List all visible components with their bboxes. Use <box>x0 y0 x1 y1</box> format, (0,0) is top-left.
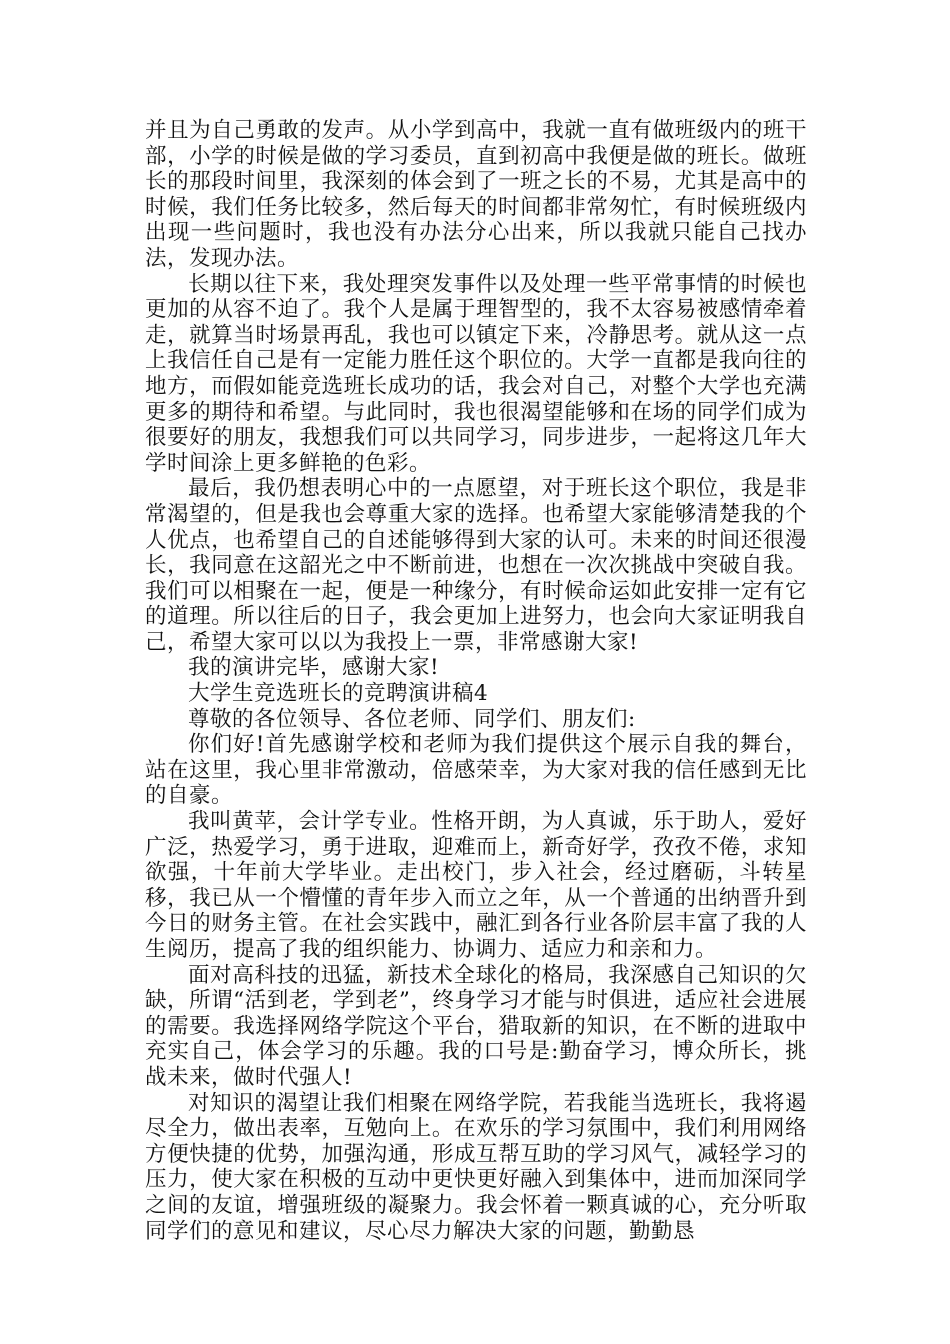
paragraph-7: 你们好!首先感谢学校和老师为我们提供这个展示自我的舞台，站在这里，我心里非常激动，倍感荣幸，为大家对我的信任感到无比的自豪。 <box>145 732 807 809</box>
document-body <box>145 118 807 1244</box>
paragraph-9: 面对高科技的迅猛，新技术全球化的格局，我深感自己知识的欠缺，所谓“活到老，学到老”，终身学习才能与时俱进，适应社会进展的需要。我选择网络学院这个平台，猎取新的知识，在不断的进取中充实自己，体会学习的乐趣。我的口号是:勤奋学习，博众所长，挑战未来，做时代强人! <box>145 962 807 1090</box>
paragraph-4: 我的演讲完毕，感谢大家! <box>188 655 440 681</box>
paragraph-1: 并且为自己勇敢的发声。从小学到高中，我就一直有做班级内的班干部，小学的时候是做的学习委员，直到初高中我便是做的班长。做班长的那段时间里，我深刻的体会到了一班之长的不易，尤其是高中的时候，我们任务比较多，然后每天的时间都非常匆忙，有时候班级内出现一些问题时，我也没有办法分心出来，所以我就只能自己找办法，发现办法。 <box>145 118 807 271</box>
salutation: 尊敬的各位领导、各位老师、同学们、朋友们: <box>188 706 636 732</box>
paragraph-2: 长期以往下来，我处理突发事件以及处理一些平常事情的时候也更加的从容不迫了。我个人是属于理智型的，我不太容易被感情牵着走，就算当时场景再乱，我也可以镇定下来，冷静思考。就从这一点上我信任自己是有一定能力胜任这个职位的。大学一直都是我向往的地方，而假如能竞选班长成功的话，我会对自己，对整个大学也充满更多的期待和希望。与此同时，我也很渴望能够和在场的同学们成为很要好的朋友，我想我们可以共同学习，同步进步，一起将这几年大学时间涂上更多鲜艳的色彩。 <box>145 271 807 476</box>
paragraph-10: 对知识的渴望让我们相聚在网络学院，若我能当选班长，我将遏尽全力，做出表率，互勉向上。在欢乐的学习氛围中，我们利用网络方便快捷的优势，加强沟通，形成互帮互助的学习风气，减轻学习的压力，使大家在积极的互动中更快更好融入到集体中，进而加深同学之间的友谊，增强班级的凝聚力。我会怀着一颗真诚的心，充分听取同学们的意见和建议，尽心尽力解决大家的问题，勤勤恳 <box>145 1090 807 1244</box>
section-title: 大学生竞选班长的竞聘演讲稿4 <box>188 681 489 707</box>
paragraph-8: 我叫黄苹，会计学专业。性格开朗，为人真诚，乐于助人，爱好广泛，热爱学习，勇于进取，迎难而上，新奇好学，孜孜不倦，求知欲强，十年前大学毕业。走出校门，步入社会，经过磨砺，斗转星移，我已从一个懵懂的青年步入而立之年，从一个普通的出纳晋升到今日的财务主管。在社会实践中，融汇到各行业各阶层丰富了我的人生阅历，提高了我的组织能力、协调力、适应力和亲和力。 <box>145 809 807 962</box>
paragraph-3: 最后，我仍想表明心中的一点愿望，对于班长这个职位，我是非常渴望的，但是我也会尊重大家的选择。也希望大家能够清楚我的个人优点，也希望自己的自述能够得到大家的认可。未来的时间还很漫长，我同意在这韶光之中不断前进，也想在一次次挑战中突破自我。我们可以相聚在一起，便是一种缘分，有时候命运如此安排一定有它的道理。所以往后的日子，我会更加上进努力，也会向大家证明我自己，希望大家可以以为我投上一票，非常感谢大家! <box>145 476 807 655</box>
